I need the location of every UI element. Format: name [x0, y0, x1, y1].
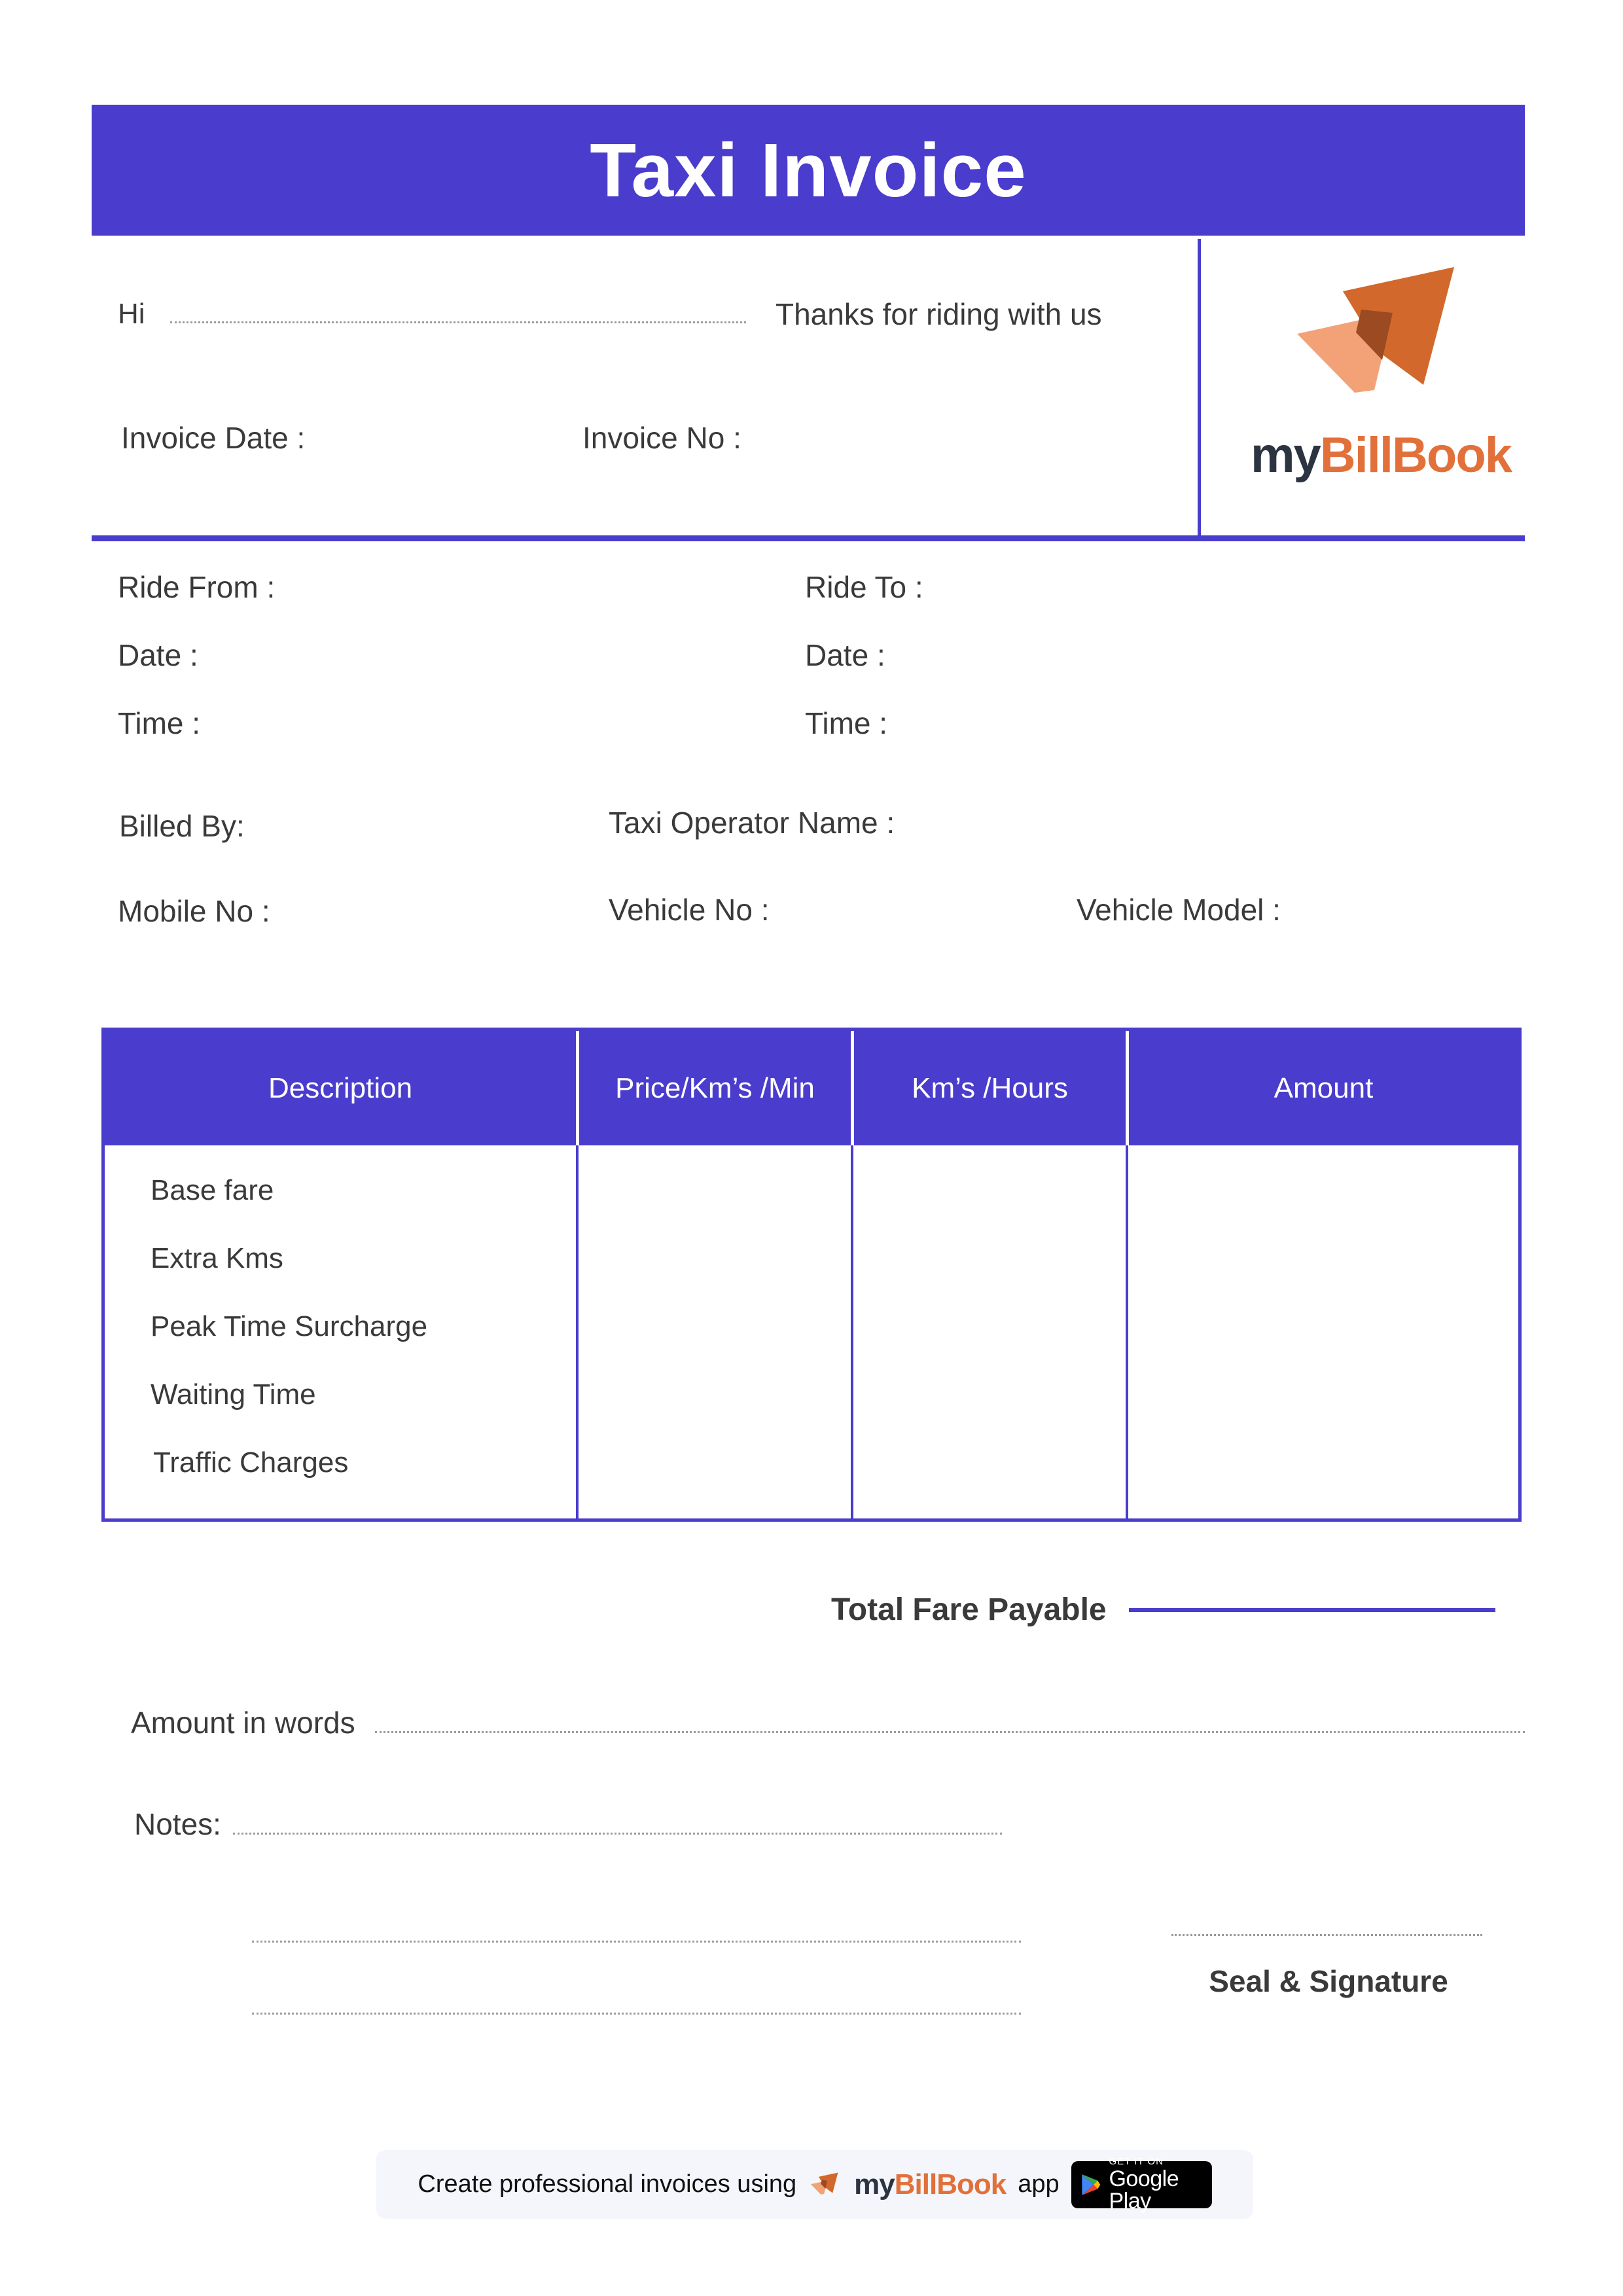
paper-plane-icon: [1283, 262, 1479, 412]
total-fare-field[interactable]: [1129, 1608, 1495, 1612]
ride-to-date-label: Date :: [805, 638, 885, 672]
fare-price-column[interactable]: [576, 1145, 851, 1518]
total-fare-row: [831, 1592, 1495, 1628]
brand-logo: [1243, 262, 1518, 524]
invoice-header-block: [92, 239, 1525, 537]
fare-table: [101, 1028, 1522, 1522]
amount-in-words-label: Amount in words: [131, 1706, 355, 1740]
ride-to-time-label: Time :: [805, 706, 888, 740]
amount-in-words-row: [131, 1705, 1525, 1740]
table-row: Waiting Time: [151, 1378, 316, 1410]
fare-amount-column[interactable]: [1126, 1145, 1518, 1518]
amount-in-words-field[interactable]: [375, 1712, 1525, 1733]
vehicle-no-label: Vehicle No :: [609, 893, 770, 927]
billed-by-label: Billed By:: [119, 809, 245, 843]
google-play-badge-text: [1109, 2157, 1202, 2212]
invoice-no-label: Invoice No :: [582, 421, 741, 455]
brand-word-my: my: [1250, 427, 1320, 483]
promo-brand-billbook: BillBook: [894, 2168, 1007, 2200]
greeting-label: Hi: [118, 298, 145, 330]
promo-brand-wordmark: [854, 2168, 1006, 2201]
mobile-no-label: Mobile No :: [118, 894, 270, 928]
brand-wordmark: [1251, 427, 1511, 484]
promo-text-after: app: [1018, 2170, 1060, 2198]
ride-from-date-label: Date :: [118, 638, 198, 672]
google-play-badge-small-text: GET IT ON: [1109, 2156, 1164, 2167]
total-fare-label: Total Fare Payable: [831, 1592, 1107, 1627]
column-header-price: Price/Km’s /Min: [576, 1031, 851, 1145]
brand-word-billbook: BillBook: [1319, 427, 1512, 483]
notes-label: Notes:: [134, 1807, 221, 1841]
seal-signature-label: Seal & Signature: [1209, 1964, 1448, 1998]
ride-to-label: Ride To :: [805, 570, 923, 604]
header-bottom-rule: [92, 535, 1525, 541]
taxi-operator-label: Taxi Operator Name :: [609, 806, 895, 840]
table-row: Traffic Charges: [153, 1446, 349, 1479]
customer-name-field[interactable]: [170, 299, 746, 323]
header-vertical-divider: [1198, 239, 1201, 537]
greeting-row: [118, 298, 746, 331]
ride-from-time-label: Time :: [118, 706, 201, 740]
fare-km-column[interactable]: [851, 1145, 1126, 1518]
table-row: Peak Time Surcharge: [151, 1310, 428, 1342]
vehicle-model-label: Vehicle Model :: [1077, 893, 1281, 927]
fare-description-list: [105, 1145, 576, 1479]
promo-brand-my: my: [854, 2168, 895, 2200]
column-header-km: Km’s /Hours: [851, 1031, 1126, 1145]
table-row: Extra Kms: [151, 1242, 283, 1274]
notes-row: [134, 1806, 1002, 1842]
invoice-title-band: [92, 105, 1525, 236]
fare-table-header-row: [105, 1031, 1518, 1145]
google-play-icon: [1080, 2170, 1101, 2199]
column-header-description: Description: [268, 1071, 413, 1104]
ride-from-group: [118, 569, 275, 774]
table-row: Base fare: [151, 1174, 274, 1206]
google-play-badge[interactable]: [1071, 2156, 1212, 2214]
notes-field[interactable]: [233, 1813, 1002, 1835]
fare-table-body: [105, 1145, 1518, 1518]
invoice-date-label: Invoice Date :: [121, 421, 306, 455]
ride-to-group: [805, 569, 923, 774]
ride-from-label: Ride From :: [118, 570, 276, 604]
notes-field-line-3[interactable]: [252, 2013, 1021, 2015]
fare-description-column: [105, 1145, 576, 1518]
promo-banner: [376, 2150, 1253, 2219]
thanks-message: Thanks for riding with us: [776, 297, 1102, 331]
page-title: Taxi Invoice: [590, 128, 1027, 213]
seal-signature-field[interactable]: [1171, 1934, 1482, 1936]
column-header-amount: Amount: [1126, 1031, 1518, 1145]
google-play-badge-big-text: Google Play: [1109, 2166, 1179, 2214]
notes-field-line-2[interactable]: [252, 1941, 1021, 1943]
paper-plane-icon: [808, 2170, 842, 2199]
promo-text-before: Create professional invoices using: [418, 2170, 797, 2198]
